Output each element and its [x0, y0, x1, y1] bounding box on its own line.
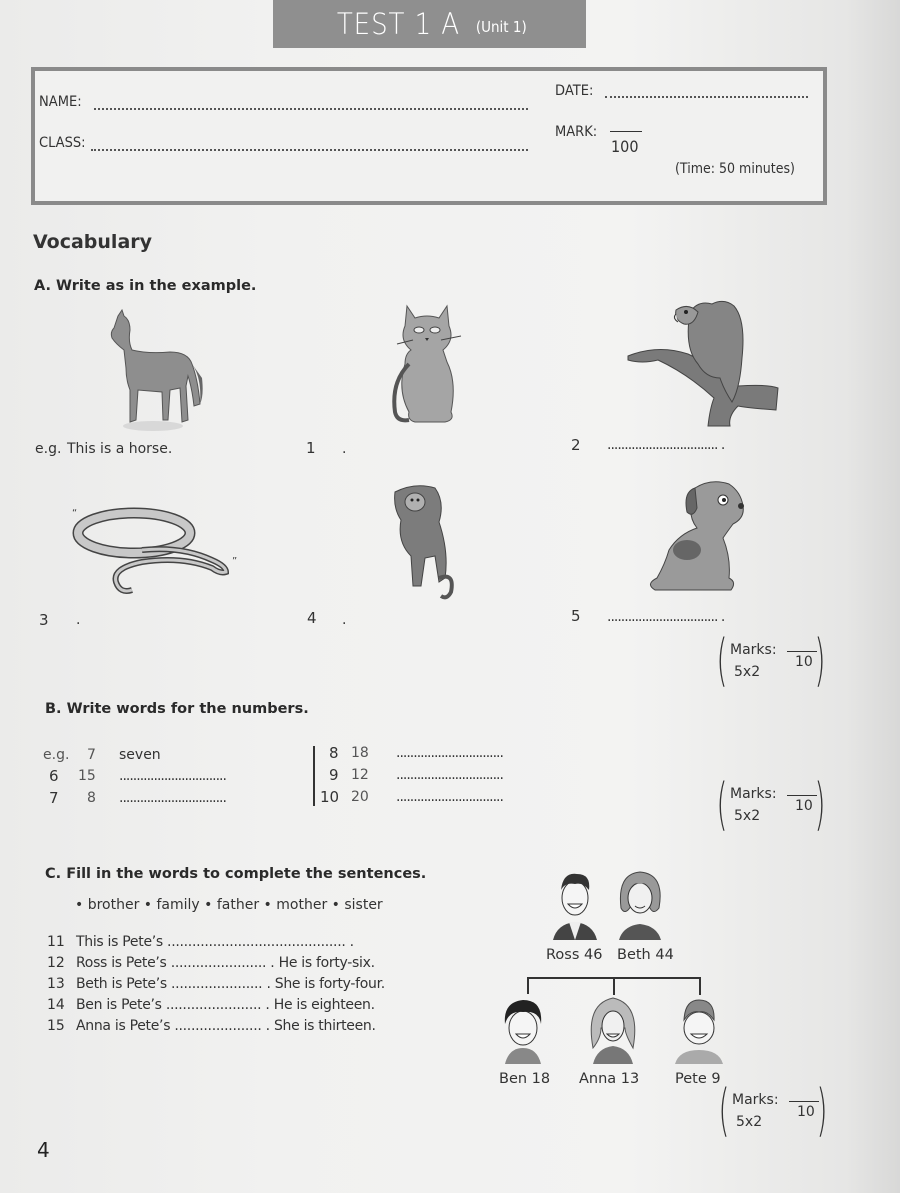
item-1-number: 1: [306, 439, 316, 457]
marks-total: 10: [795, 654, 813, 670]
time-note: (Time: 50 minutes): [675, 161, 795, 177]
beth-portrait: [619, 872, 661, 940]
sentence-13-number: 13: [47, 976, 65, 992]
sentence-15[interactable]: Anna is Pete’s ..................... . She is thirteen.: [76, 1018, 376, 1034]
test-title: TEST 1 A: [336, 7, 460, 41]
item-1-answer[interactable]: .: [342, 441, 347, 457]
marks-multiplier: 5x2: [734, 808, 761, 824]
item-10-answer[interactable]: ...............................: [396, 789, 503, 805]
snake-illustration: [72, 508, 242, 598]
item-4-number: 4: [307, 609, 317, 627]
example-digit: 7: [87, 747, 96, 763]
item-8-digit: 18: [351, 745, 369, 761]
sentence-12[interactable]: Ross is Pete’s ....................... . He is forty-six.: [76, 955, 375, 971]
test-unit: (Unit 1): [475, 18, 527, 36]
exercise-b-marks: [713, 772, 826, 837]
exercise-b-instruction: B. Write words for the numbers.: [45, 701, 309, 717]
word-bank: • brother • family • father • mother • sister: [75, 897, 383, 913]
marks-multiplier: 5x2: [736, 1114, 763, 1130]
class-label: CLASS:: [39, 135, 86, 151]
item-10-digit: 20: [351, 789, 369, 805]
left-paren: (: [716, 772, 728, 837]
right-paren: ): [814, 628, 826, 693]
exercise-a-marks: [713, 628, 826, 693]
marks-fraction-bar: [787, 795, 817, 796]
left-paren: (: [718, 1078, 730, 1143]
marks-label: Marks:: [730, 642, 777, 658]
item-3-number: 3: [39, 611, 49, 629]
date-field[interactable]: [605, 96, 808, 98]
parent-label-ross: Ross 46: [546, 947, 603, 963]
sentence-13[interactable]: Beth is Pete’s ...................... . She is forty-four.: [76, 976, 385, 992]
page-number: 4: [37, 1138, 50, 1162]
date-label: DATE:: [555, 83, 594, 99]
cat-illustration: [385, 302, 465, 427]
section-title-vocabulary: Vocabulary: [33, 231, 153, 253]
marks-multiplier: 5x2: [734, 664, 761, 680]
sentence-12-number: 12: [47, 955, 65, 971]
pete-portrait: [675, 1000, 723, 1064]
mark-total: 100: [611, 137, 639, 156]
example-sentence: This is a horse.: [67, 441, 173, 457]
exercise-a-instruction: A. Write as in the example.: [34, 278, 257, 294]
class-field[interactable]: [91, 149, 528, 151]
sentence-11-number: 11: [47, 934, 65, 950]
item-7-digit: 8: [87, 790, 96, 806]
item-6-number: 6: [49, 767, 59, 785]
sentence-14-number: 14: [47, 997, 65, 1013]
exercise-c-marks: [715, 1078, 828, 1143]
student-info-box: [31, 67, 827, 205]
item-8-number: 8: [329, 744, 339, 762]
exercise-c-instruction: C. Fill in the words to complete the sentences.: [45, 866, 427, 882]
monkey-illustration: [385, 482, 460, 602]
column-divider: [313, 746, 315, 806]
example-prefix: e.g.: [43, 747, 70, 763]
left-paren: (: [716, 628, 728, 693]
sentence-15-number: 15: [47, 1018, 65, 1034]
sentence-14[interactable]: Ben is Pete’s ....................... . He is eighteen.: [76, 997, 375, 1013]
family-tree: [495, 868, 735, 1068]
dog-illustration: [645, 478, 750, 596]
right-paren: ): [814, 772, 826, 837]
mark-label: MARK:: [555, 124, 598, 140]
mark-fraction-bar: [610, 131, 642, 132]
item-7-number: 7: [49, 789, 59, 807]
marks-label: Marks:: [730, 786, 777, 802]
marks-fraction-bar: [789, 1101, 819, 1102]
parent-label-beth: Beth 44: [617, 947, 674, 963]
test-title-bar: [273, 0, 586, 48]
parrot-illustration: [628, 298, 778, 426]
ross-portrait: [553, 874, 597, 940]
child-label-ben: Ben 18: [499, 1071, 551, 1087]
item-2-number: 2: [571, 436, 581, 454]
item-4-answer[interactable]: .: [342, 612, 347, 628]
horse-illustration: [108, 308, 203, 433]
item-7-answer[interactable]: ...............................: [119, 790, 226, 806]
marks-fraction-bar: [787, 651, 817, 652]
svg-text:”: ”: [232, 556, 238, 567]
item-6-answer[interactable]: ...............................: [119, 768, 226, 784]
item-2-answer[interactable]: ................................ .: [607, 437, 725, 453]
item-3-answer[interactable]: .: [76, 612, 81, 628]
item-9-digit: 12: [351, 767, 369, 783]
item-9-number: 9: [329, 766, 339, 784]
example-word: seven: [119, 747, 161, 763]
marks-total: 10: [795, 798, 813, 814]
marks-label: Marks:: [732, 1092, 779, 1108]
child-label-anna: Anna 13: [579, 1071, 640, 1087]
item-9-answer[interactable]: ...............................: [396, 767, 503, 783]
item-5-answer[interactable]: ................................ .: [607, 609, 725, 625]
item-8-answer[interactable]: ...............................: [396, 745, 503, 761]
marks-total: 10: [797, 1104, 815, 1120]
name-label: NAME:: [39, 94, 82, 110]
ben-portrait: [505, 1000, 541, 1064]
item-6-digit: 15: [78, 768, 96, 784]
svg-text:“: “: [72, 508, 78, 519]
name-field[interactable]: [94, 108, 528, 110]
item-10-number: 10: [320, 788, 340, 806]
right-paren: ): [816, 1078, 828, 1143]
example-label: e.g.: [35, 441, 62, 457]
child-label-pete: Pete 9: [675, 1071, 721, 1087]
item-5-number: 5: [571, 607, 581, 625]
anna-portrait: [591, 998, 635, 1064]
sentence-11[interactable]: This is Pete’s ........................................... .: [76, 934, 354, 950]
